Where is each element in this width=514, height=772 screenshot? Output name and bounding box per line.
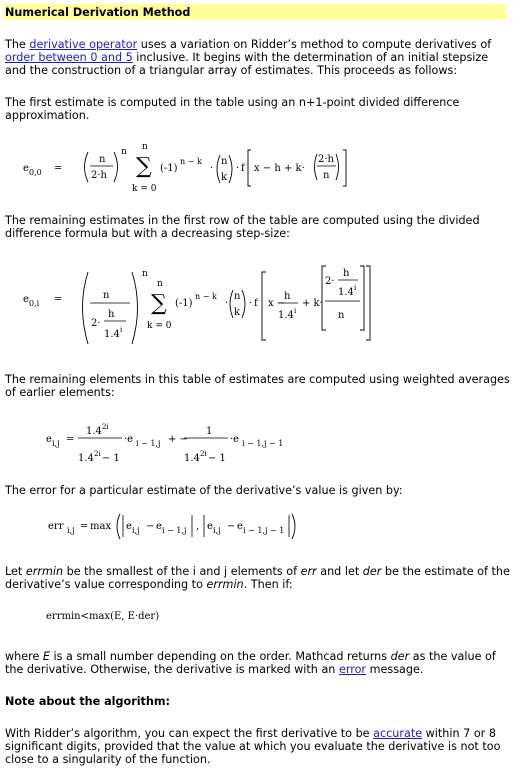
- intro-text-2: uses a variation on Ridder’s method to compute derivatives of: [137, 38, 492, 51]
- svg-text:n: n: [142, 269, 148, 279]
- svg-text:k: k: [234, 307, 241, 318]
- svg-text:k = 0: k = 0: [132, 184, 157, 194]
- svg-text:·: ·: [249, 298, 253, 309]
- svg-text:·: ·: [225, 298, 229, 309]
- ridder-text-2: within 7 or 8 significant digits, provided that the value at which you evaluate the derivative is not too close to a singularity of the function.: [5, 727, 501, 766]
- svg-text:i,j: i,j: [67, 526, 75, 535]
- derivative-operator-link[interactable]: derivative operator: [29, 38, 138, 51]
- svg-text:e: e: [237, 521, 243, 532]
- svg-text:1.4: 1.4: [78, 453, 94, 464]
- ridder-paragraph: [5, 727, 510, 766]
- intro-text-3: inclusive. It begins with the determination of an initial stepsize and the construction of a triangular array of estimates. This proceeds as follows:: [5, 51, 489, 77]
- svg-text:x − h + k·: x − h + k·: [254, 163, 305, 174]
- svg-text:+ k·: + k·: [302, 298, 323, 309]
- svg-text:i,j: i,j: [132, 526, 140, 535]
- svg-text:−: −: [227, 521, 236, 532]
- svg-text:i: i: [354, 284, 357, 292]
- der-term-2: der: [390, 650, 410, 663]
- svg-text:f: f: [254, 298, 258, 309]
- svg-text:1.4: 1.4: [278, 310, 294, 321]
- equation-weighted-average: [40, 420, 300, 468]
- svg-text:=: =: [54, 294, 63, 305]
- order-range-link[interactable]: order between 0 and 5: [5, 51, 133, 64]
- svg-text:·: ·: [236, 163, 240, 174]
- svg-text:i: i: [120, 326, 123, 334]
- errmin-text-5: . Then if:: [243, 578, 293, 591]
- svg-text:∑: ∑: [151, 291, 167, 316]
- svg-text:n − k: n − k: [195, 292, 217, 301]
- svg-text:−: −: [146, 521, 155, 532]
- svg-text:(-1): (-1): [175, 298, 193, 309]
- smallnum-text-4: message.: [366, 663, 424, 676]
- svg-text:(-1): (-1): [160, 163, 178, 174]
- svg-text:k = 0: k = 0: [147, 321, 172, 331]
- svg-text:e: e: [126, 521, 132, 532]
- svg-text:0,i: 0,i: [29, 299, 40, 308]
- page-title-bar: [3, 4, 506, 20]
- svg-text:2·: 2·: [325, 276, 335, 287]
- svg-text:e: e: [207, 521, 213, 532]
- ridder-text-1: With Ridder’s algorithm, you can expect the first derivative to be: [5, 727, 374, 740]
- svg-text:n: n: [221, 156, 228, 167]
- svg-text:=: =: [80, 521, 89, 532]
- svg-text:i,j: i,j: [213, 526, 221, 535]
- svg-text:2i: 2i: [94, 450, 101, 458]
- svg-text:h: h: [108, 309, 115, 320]
- note-heading: Note about the algorithm:: [5, 695, 170, 708]
- svg-text:i − 1,j − 1: i − 1,j − 1: [242, 439, 284, 448]
- svg-text:2·h: 2·h: [318, 154, 334, 165]
- svg-text:− 1: − 1: [102, 453, 120, 464]
- svg-text:n: n: [157, 279, 163, 289]
- svg-text:k: k: [221, 172, 228, 183]
- equation-first-estimate: [20, 140, 340, 198]
- svg-text:h: h: [343, 268, 350, 279]
- svg-text:1.4: 1.4: [184, 453, 200, 464]
- svg-text:f: f: [241, 163, 245, 174]
- equation-condition: errmin<max(E, E·der): [46, 611, 160, 622]
- first-estimate-paragraph: The first estimate is computed in the table using an n+1-point divided difference approximation.: [5, 96, 460, 122]
- svg-text:·e: ·e: [230, 434, 240, 445]
- svg-text:·e: ·e: [124, 434, 134, 445]
- svg-text:n − k: n − k: [180, 157, 202, 166]
- svg-text:x −: x −: [268, 298, 286, 309]
- smallnum-text-2: is a small number depending on the order. Mathcad returns: [50, 650, 391, 663]
- svg-text:i,j: i,j: [52, 439, 60, 448]
- svg-text:=: =: [54, 163, 63, 174]
- remaining-elements-paragraph: The remaining elements in this table of estimates are computed using weighted averages of earlier elements:: [5, 373, 510, 399]
- page-title: Numerical Derivation Method: [5, 6, 191, 19]
- der-term: der: [362, 565, 382, 578]
- errmin-term: errmin: [25, 565, 64, 578]
- svg-text:e: e: [23, 294, 29, 305]
- svg-text:err: err: [48, 521, 64, 532]
- svg-text:e: e: [46, 434, 52, 445]
- svg-text:i: i: [294, 307, 297, 315]
- errmin-text-1: Let: [5, 565, 26, 578]
- svg-text:n: n: [103, 290, 110, 301]
- error-paragraph: The error for a particular estimate of the derivative’s value is given by:: [5, 484, 403, 497]
- svg-text:2·h: 2·h: [91, 170, 107, 181]
- smallnum-text-1: where: [5, 650, 43, 663]
- equation-first-row: [20, 262, 376, 354]
- svg-text:i − 1,j: i − 1,j: [136, 439, 161, 448]
- error-link[interactable]: error: [338, 663, 367, 676]
- errmin-paragraph: [5, 565, 510, 591]
- intro-text-1: The: [5, 38, 30, 51]
- svg-text:max: max: [90, 521, 112, 532]
- svg-text:n: n: [338, 310, 345, 321]
- smallnum-text-3: as the value of the derivative. Otherwise, the derivative is marked with an: [5, 650, 496, 676]
- errmin-term-2: errmin: [206, 578, 244, 591]
- svg-text:n: n: [99, 154, 106, 165]
- svg-text:e: e: [23, 163, 29, 174]
- intro-paragraph: [5, 38, 510, 77]
- svg-text:·: ·: [210, 163, 214, 174]
- svg-text:1.4: 1.4: [104, 329, 120, 340]
- svg-text:+ −: + −: [168, 434, 188, 445]
- svg-text:− 1: − 1: [208, 453, 226, 464]
- svg-text:n: n: [234, 291, 241, 302]
- errmin-text-3: and let: [316, 565, 363, 578]
- svg-text:0,0: 0,0: [29, 168, 42, 177]
- svg-text:n: n: [142, 142, 148, 152]
- svg-text:∑: ∑: [136, 154, 152, 179]
- equation-first-estimate-close-bracket: [342, 150, 348, 188]
- svg-text:1.4: 1.4: [338, 287, 354, 298]
- small-number-paragraph: [5, 650, 510, 676]
- svg-text:2·: 2·: [91, 318, 101, 329]
- svg-text:2i: 2i: [102, 423, 109, 431]
- errmin-text-4: be the estimate of the derivative’s value corresponding to: [5, 565, 510, 591]
- svg-text:e: e: [156, 521, 162, 532]
- svg-text:n: n: [121, 147, 127, 157]
- svg-text:h: h: [284, 291, 291, 302]
- svg-text:i − 1,j: i − 1,j: [162, 526, 187, 535]
- accurate-link[interactable]: accurate: [373, 727, 423, 740]
- svg-text:i − 1,j − 1: i − 1,j − 1: [243, 526, 285, 535]
- svg-text:n: n: [323, 170, 330, 181]
- svg-text:1: 1: [206, 426, 213, 437]
- svg-text:2i: 2i: [200, 450, 207, 458]
- svg-text:=: =: [66, 434, 75, 445]
- e-term: E: [42, 650, 50, 663]
- svg-text:1.4: 1.4: [86, 426, 102, 437]
- remaining-row-paragraph: The remaining estimates in the first row of the table are computed using the divided difference formula but with a decreasing step-size:: [5, 214, 480, 240]
- errmin-text-2: be the smallest of the i and j elements of: [63, 565, 301, 578]
- svg-text:,: ,: [196, 521, 200, 532]
- equation-error: [46, 512, 306, 542]
- err-term: err: [300, 565, 317, 578]
